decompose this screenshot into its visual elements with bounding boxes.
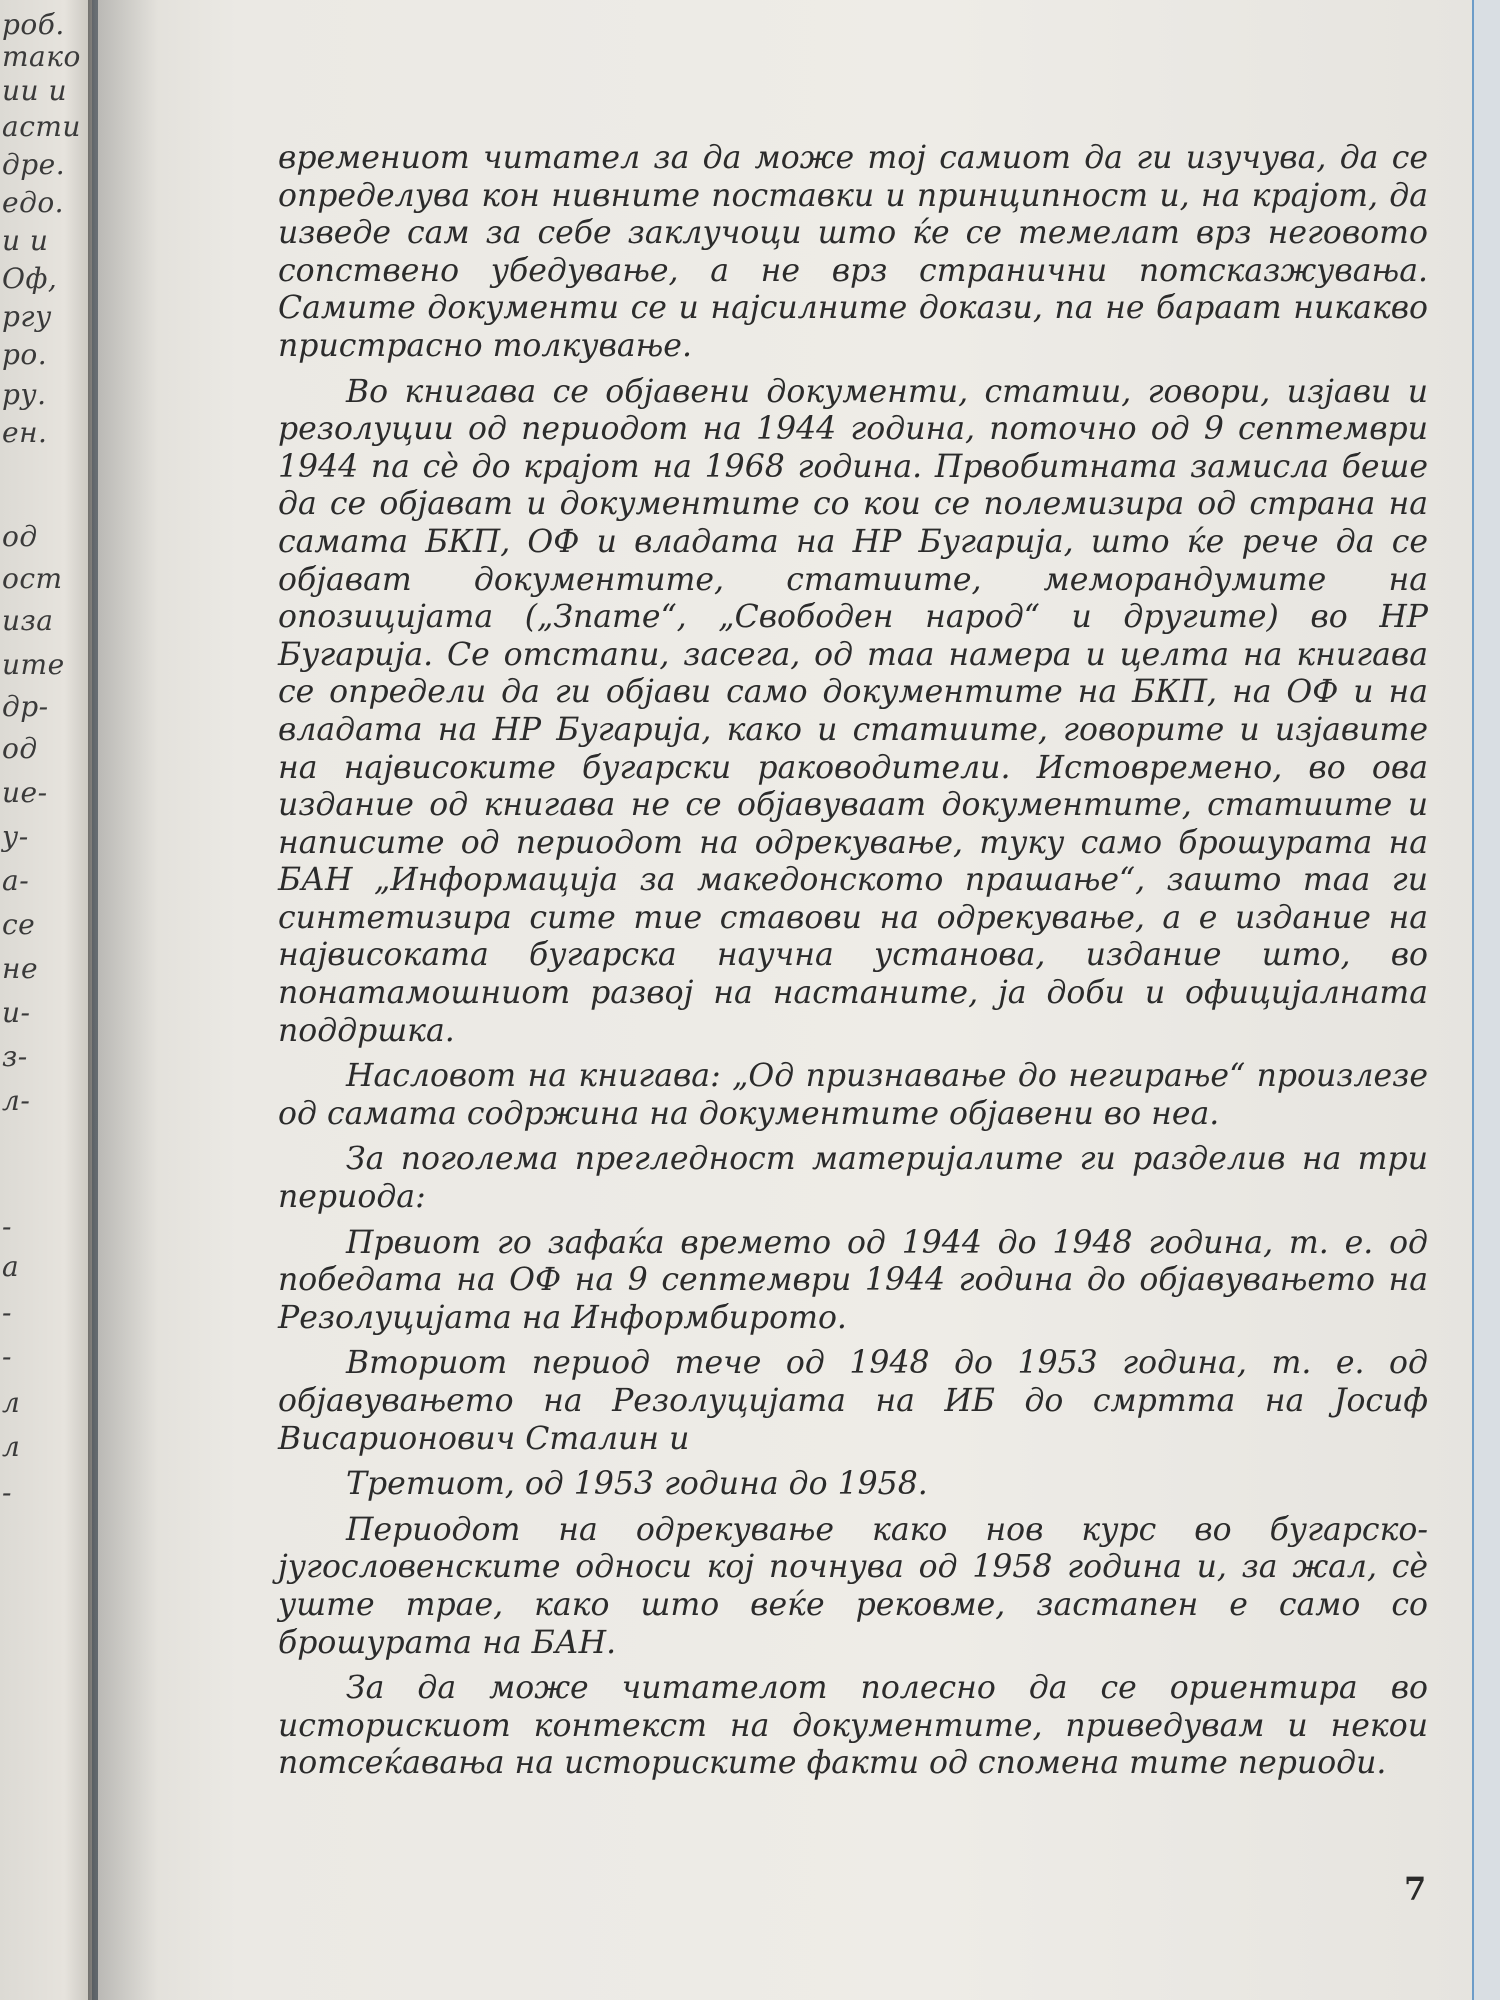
left-fragment: др-	[2, 690, 49, 723]
paragraph: Вториот период тече од 1948 до 1953 година, т. е. од објавувањето на Резолуцијата на ИБ до смртта на Јосиф Висарионович Сталин и	[278, 1345, 1428, 1457]
left-fragment: од	[2, 520, 38, 553]
left-fragment: не	[2, 952, 39, 985]
left-fragment: едо.	[2, 186, 65, 219]
left-fragment: у-	[2, 820, 29, 853]
left-page-edge	[0, 0, 92, 2000]
paragraph: За поголема прегледност материјалите ги разделив на три периода:	[278, 1141, 1428, 1216]
left-fragment: -	[2, 1296, 12, 1329]
paragraph: Првиот го зафаќа времето од 1944 до 1948 година, т. е. од победата на ОФ на 9 септември 1944 година до објавувањето на Резолуцијата на Информбирото.	[278, 1224, 1428, 1336]
left-fragment: ие-	[2, 776, 48, 809]
paragraph: Во книгава се објавени документи, статии, говори, изјави и резолуции од периодот на 1944 година, поточно од 9 септември 1944 па сè до крајот на 1968 година. Првобитната замисла беше да се објават и документите со кои се полемизира од страна на самата БКП, ОФ и владата на НР Бугарија, што ќе рече да се објават документите, статиите, меморандумите на опозицијата („Зname“, „Свободен народ“ и другите) во НР Бугарија. Се отстапи, засега, од таа намера и целта на книгава се определи да ги објави само документите на БКП, на ОФ и на владата на НР Бугарија, како и статиите, говорите и изјавите на највисоките бугарски раководители. Истовремено, во ова издание од книгава не се објавуваат документите, статиите и написите од периодот на одрекување, туку само брошурата на БАН „Информација за македонското прашање“, зашто таа ги синтетизира сите тие ставови на одрекување, а е издание на највисоката бугарска научна установа, издание што, во понатамошниот развој на настаните, ја доби и официјалната поддршка.	[278, 373, 1428, 1049]
left-fragment: -	[2, 1476, 12, 1509]
notebook-edge	[1472, 0, 1500, 2000]
left-fragment: Оф,	[2, 262, 58, 295]
paragraph: Насловот на книгава: „Од признавање до негирање“ произлезе од самата содржина на документите објавени во неа.	[278, 1058, 1428, 1132]
left-fragment: ен.	[2, 416, 48, 449]
left-fragment: ргу	[2, 300, 52, 333]
left-fragment: а-	[2, 864, 30, 897]
left-fragment: дре.	[2, 148, 66, 181]
left-fragment: и-	[2, 996, 31, 1029]
page-number: 7	[1404, 1870, 1427, 1908]
left-fragment: з-	[2, 1040, 28, 1073]
paragraph: За да може читателот полесно да се ориентира во историскиот контекст на документите, приведувам и некои потсеќавања на историските факти од спомена тите периоди.	[278, 1670, 1428, 1782]
left-fragment: ро.	[2, 338, 48, 371]
left-fragment: асти	[2, 110, 81, 143]
left-fragment: ите	[2, 648, 65, 681]
page-text	[278, 140, 1428, 1791]
paragraph: Третиот, од 1953 година до 1958.	[346, 1466, 928, 1503]
left-fragment: л	[2, 1386, 21, 1419]
left-fragment: -	[2, 1340, 12, 1373]
left-fragment: се	[2, 908, 36, 941]
left-fragment: иза	[2, 604, 54, 637]
left-fragment: и и	[2, 224, 49, 257]
left-fragment: л	[2, 1430, 21, 1463]
left-fragment: тако	[2, 40, 81, 73]
left-fragment: а	[2, 1250, 20, 1283]
left-fragment: ии и	[2, 74, 67, 107]
paragraph: Периодот на одрекување како нов курс во бугарско-југословенските односи кој почнува од 1958 година и, за жал, сè уште трае, како што веќе рековме, застапен е само со брошурата на БАН.	[278, 1511, 1428, 1661]
paragraph: времениот читател за да може тој самиот да ги изучува, да се определува кон нивните поставки и принципност и, на крајот, да изведе сам за себе заклучоци што ќе се темелат врз неговото сопствено убедување, а не врз странични потсказжувања. Самите документи се и најсилните докази, па не бараат никакво пристрасно толкување.	[278, 140, 1428, 364]
book-page	[98, 0, 1488, 2000]
left-fragment: од	[2, 732, 38, 765]
left-fragment: ост	[2, 562, 63, 595]
left-fragment: л-	[2, 1084, 31, 1117]
left-fragment: роб.	[2, 8, 65, 41]
left-fragment: ру.	[2, 378, 47, 411]
left-fragment: -	[2, 1210, 12, 1243]
